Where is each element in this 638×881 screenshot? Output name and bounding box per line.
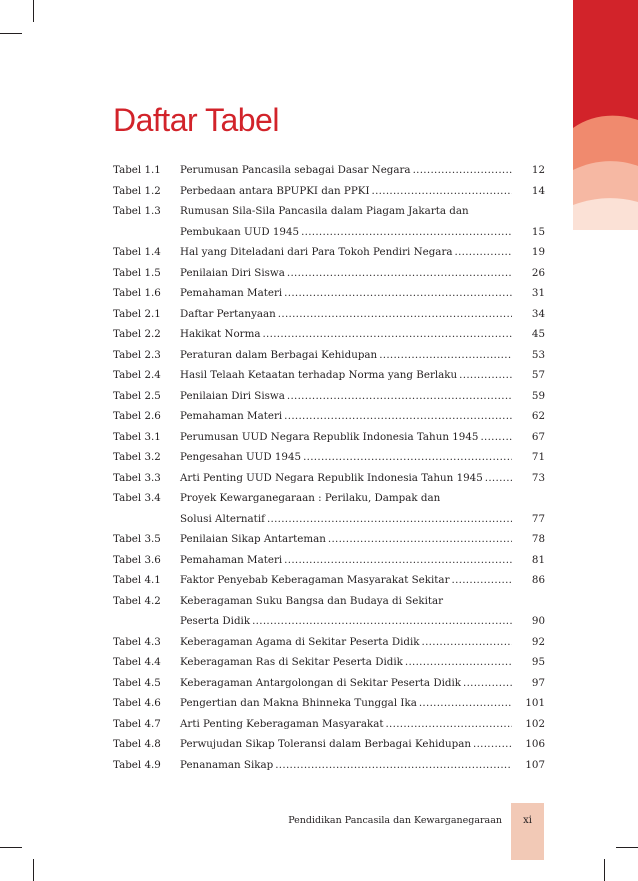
footer-page-tab — [511, 803, 544, 860]
crop-mark — [0, 847, 22, 848]
table-caption: Penilaian Diri Siswa — [180, 389, 285, 402]
page-title: Daftar Tabel — [113, 102, 279, 138]
dot-leader — [413, 160, 512, 181]
table-caption: Daftar Pertanyaan — [180, 307, 276, 320]
table-list — [113, 160, 545, 775]
page-ref: 107 — [525, 758, 545, 771]
table-caption: Penilaian Diri Siswa — [180, 266, 285, 279]
dot-leader — [267, 509, 512, 530]
table-caption: Penanaman Sikap — [180, 758, 274, 771]
table-number: Tabel 2.6 — [113, 410, 161, 422]
dot-leader — [452, 570, 513, 591]
page-ref: 12 — [531, 164, 545, 176]
table-number: Tabel 1.4 — [113, 246, 161, 258]
toc-entry[interactable] — [113, 242, 545, 263]
table-caption: Hasil Telaah Ketaatan terhadap Norma yang Berlaku — [180, 369, 458, 381]
toc-entry[interactable] — [113, 652, 545, 673]
table-caption: Keberagaman Agama di Sekitar Peserta Didik — [180, 635, 420, 648]
table-caption: Perumusan UUD Negara Republik Indonesia Tahun 1945 — [180, 430, 479, 443]
page-number: xi — [523, 815, 532, 826]
page-ref: 81 — [531, 553, 545, 566]
dot-leader — [372, 181, 512, 202]
crop-mark — [616, 847, 638, 848]
toc-entry[interactable] — [113, 427, 545, 448]
table-caption: Pengertian dan Makna Bhinneka Tunggal Ika — [180, 697, 417, 709]
page-ref: 53 — [531, 348, 545, 361]
corner-decoration — [573, 0, 638, 230]
page-ref: 73 — [531, 471, 545, 484]
toc-entry[interactable] — [113, 201, 545, 242]
table-number: Tabel 2.2 — [113, 328, 161, 340]
dot-leader — [278, 304, 512, 325]
crop-mark — [0, 33, 22, 34]
table-caption: Solusi Alternatif — [180, 512, 265, 525]
toc-entry[interactable] — [113, 673, 545, 694]
page-ref: 19 — [531, 246, 545, 258]
table-number: Tabel 2.3 — [113, 348, 161, 361]
toc-entry[interactable] — [113, 324, 545, 345]
toc-entry[interactable] — [113, 406, 545, 427]
table-number: Tabel 1.3 — [113, 205, 161, 217]
dot-leader — [284, 283, 512, 304]
toc-entry[interactable] — [113, 550, 545, 571]
table-number: Tabel 4.9 — [113, 758, 161, 771]
table-number: Tabel 3.5 — [113, 533, 161, 545]
page-ref: 67 — [531, 430, 545, 443]
table-caption: Pemahaman Materi — [180, 410, 283, 422]
toc-entry[interactable] — [113, 591, 545, 632]
toc-entry[interactable] — [113, 304, 545, 325]
dot-leader — [385, 714, 512, 735]
dot-leader — [485, 468, 512, 489]
toc-entry[interactable] — [113, 488, 545, 529]
table-caption: Faktor Penyebab Keberagaman Masyarakat Sekitar — [180, 574, 450, 586]
table-caption: Proyek Kewarganegaraan : Perilaku, Dampak dan — [180, 492, 441, 504]
dot-leader — [422, 632, 512, 653]
table-number: Tabel 2.4 — [113, 369, 161, 381]
dot-leader — [455, 242, 512, 263]
table-caption: Perbedaan antara BPUPKI dan PPKI — [180, 184, 370, 197]
toc-entry[interactable] — [113, 181, 545, 202]
table-number: Tabel 4.7 — [113, 717, 161, 730]
table-number: Tabel 2.5 — [113, 389, 161, 402]
page-ref: 106 — [525, 738, 545, 750]
crop-mark — [33, 859, 34, 881]
table-caption: Arti Penting Keberagaman Masyarakat — [180, 717, 384, 730]
toc-entry[interactable] — [113, 529, 545, 550]
toc-entry[interactable] — [113, 447, 545, 468]
dot-leader — [473, 734, 512, 755]
dot-leader — [463, 673, 512, 694]
toc-entry[interactable] — [113, 632, 545, 653]
toc-entry[interactable] — [113, 365, 545, 386]
table-caption: Pengesahan UUD 1945 — [180, 451, 302, 463]
page-ref: 102 — [525, 717, 545, 730]
table-caption: Pembukaan UUD 1945 — [180, 225, 300, 238]
page-ref: 78 — [531, 533, 545, 545]
table-number: Tabel 1.5 — [113, 266, 161, 279]
page-ref: 45 — [531, 328, 545, 340]
table-caption: Rumusan Sila-Sila Pancasila dalam Piagam Jakarta dan — [180, 205, 469, 217]
toc-entry[interactable] — [113, 570, 545, 591]
table-number: Tabel 3.6 — [113, 553, 161, 566]
dot-leader — [262, 324, 512, 345]
table-number: Tabel 4.5 — [113, 676, 161, 689]
page-ref: 95 — [531, 656, 545, 668]
dot-leader — [252, 611, 512, 632]
toc-entry[interactable] — [113, 263, 545, 284]
dot-leader — [459, 365, 512, 386]
dot-leader — [328, 529, 512, 550]
page-ref: 92 — [531, 635, 545, 648]
toc-entry[interactable] — [113, 755, 545, 776]
crop-mark — [33, 0, 34, 22]
table-caption: Keberagaman Suku Bangsa dan Budaya di Sekitar — [180, 594, 444, 607]
toc-entry[interactable] — [113, 714, 545, 735]
page-ref: 77 — [531, 512, 545, 525]
table-number: Tabel 1.6 — [113, 287, 161, 299]
dot-leader — [287, 386, 512, 407]
table-caption: Penilaian Sikap Antarteman — [180, 533, 326, 545]
table-caption: Pemahaman Materi — [180, 287, 283, 299]
table-caption: Keberagaman Ras di Sekitar Peserta Didik — [180, 656, 403, 668]
page-ref: 101 — [525, 697, 545, 709]
dot-leader — [287, 263, 512, 284]
dot-leader — [301, 222, 512, 243]
table-caption: Peserta Didik — [180, 615, 251, 627]
table-number: Tabel 3.3 — [113, 471, 161, 484]
table-number: Tabel 3.1 — [113, 430, 161, 443]
table-number: Tabel 4.2 — [113, 594, 161, 607]
dot-leader — [419, 693, 512, 714]
table-number: Tabel 4.4 — [113, 656, 161, 668]
table-caption: Hal yang Diteladani dari Para Tokoh Pendiri Negara — [180, 246, 453, 258]
table-caption: Peraturan dalam Berbagai Kehidupan — [180, 348, 378, 361]
dot-leader — [405, 652, 512, 673]
page-ref: 71 — [531, 451, 545, 463]
toc-entry[interactable] — [113, 160, 545, 181]
table-caption: Pemahaman Materi — [180, 553, 283, 566]
dot-leader — [379, 345, 512, 366]
toc-entry[interactable] — [113, 468, 545, 489]
table-caption: Perwujudan Sikap Toleransi dalam Berbagai Kehidupan — [180, 738, 472, 750]
dot-leader — [275, 755, 512, 776]
page-ref: 31 — [531, 287, 545, 299]
table-number: Tabel 1.2 — [113, 184, 161, 197]
table-number: Tabel 2.1 — [113, 307, 161, 320]
table-caption: Keberagaman Antargolongan di Sekitar Peserta Didik — [180, 676, 462, 689]
toc-entry[interactable] — [113, 693, 545, 714]
footer-book-title: Pendidikan Pancasila dan Kewarganegaraan — [288, 815, 502, 826]
table-number: Tabel 4.3 — [113, 635, 161, 648]
table-number: Tabel 4.8 — [113, 738, 161, 750]
toc-entry[interactable] — [113, 345, 545, 366]
page-ref: 15 — [531, 225, 545, 238]
table-number: Tabel 3.2 — [113, 451, 161, 463]
page-ref: 57 — [531, 369, 545, 381]
table-number: Tabel 1.1 — [113, 164, 161, 176]
page-ref: 62 — [531, 410, 545, 422]
table-caption: Arti Penting UUD Negara Republik Indonesia Tahun 1945 — [180, 471, 483, 484]
toc-entry[interactable] — [113, 386, 545, 407]
dot-leader — [284, 550, 512, 571]
page-ref: 34 — [531, 307, 545, 320]
table-caption: Perumusan Pancasila sebagai Dasar Negara — [180, 164, 411, 176]
page-ref: 26 — [531, 266, 545, 279]
table-caption: Hakikat Norma — [180, 328, 261, 340]
toc-entry[interactable] — [113, 283, 545, 304]
page-ref: 97 — [531, 676, 545, 689]
toc-entry[interactable] — [113, 734, 545, 755]
table-number: Tabel 3.4 — [113, 492, 161, 504]
page-ref: 86 — [531, 574, 545, 586]
page-ref: 14 — [531, 184, 545, 197]
dot-leader — [480, 427, 512, 448]
table-number: Tabel 4.1 — [113, 574, 161, 586]
page-ref: 90 — [531, 615, 545, 627]
table-number: Tabel 4.6 — [113, 697, 161, 709]
dot-leader — [284, 406, 512, 427]
crop-mark — [604, 859, 605, 881]
dot-leader — [303, 447, 512, 468]
page-ref: 59 — [531, 389, 545, 402]
